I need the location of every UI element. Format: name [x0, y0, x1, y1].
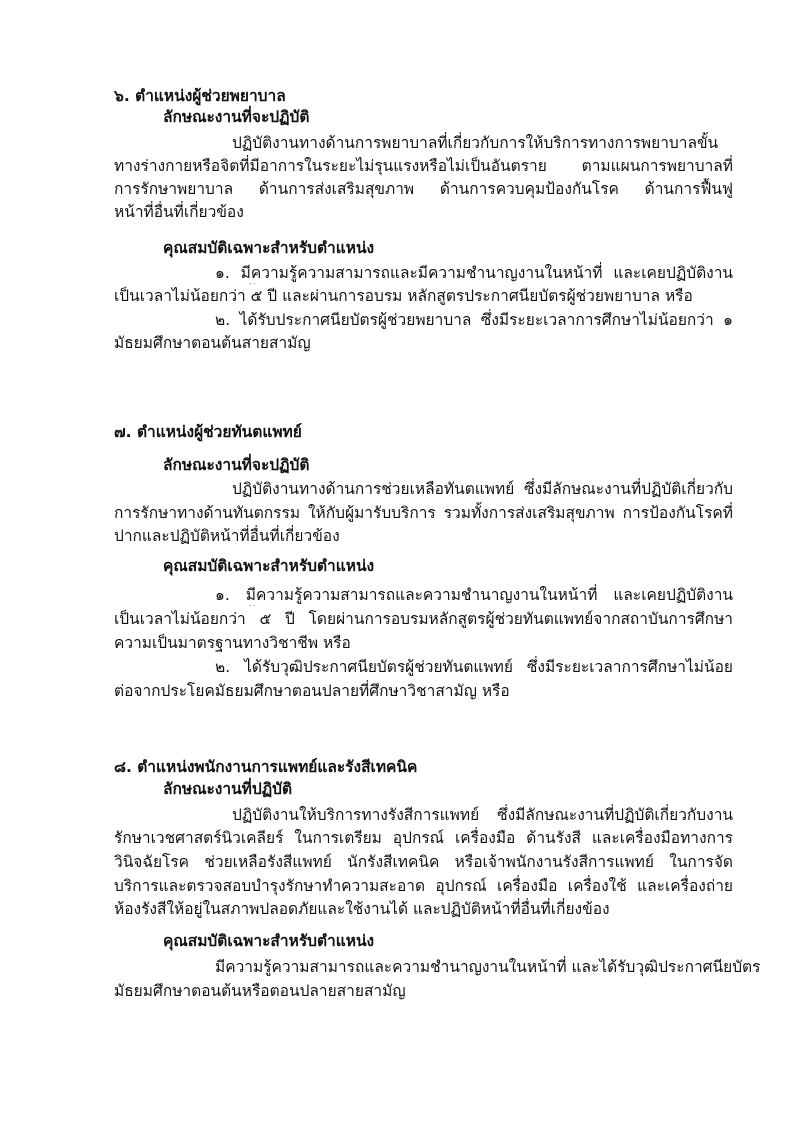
work-line: การรักษาพยาบาล ด้านการส่งเสริมสุขภาพ ด้านการควบคุมป้องกันโรค ด้านการฟื้นฟู: [114, 180, 733, 198]
qualification-line: ความเป็นมาตรฐานทางวิชาชีพ หรือ: [114, 634, 351, 652]
work-line: วินิจฉัยโรค ช่วยเหลือรังสีแพทย์ นักรังสีเทคนิค หรือเจ้าพนักงานรังสีการแพทย์ ในการจัด: [114, 853, 733, 871]
qualification-line: ๑. มีความรู้ความสามารถและความชำนาญงานในหน้าที่ และเคยปฏิบัติงาน: [215, 586, 733, 604]
work-line: ปฏิบัติงานทางด้านการพยาบาลที่เกี่ยวกับการให้บริการทางการพยาบาลขั้น: [232, 134, 719, 152]
work-line: ห้องรังสีให้อยู่ในสภาพปลอดภัยและใช้งานได้ และปฏิบัติหน้าที่อื่นที่เกี่ยงข้อง: [114, 900, 610, 918]
work-line: ปฏิบัติงานทางด้านการช่วยเหลือทันตแพทย์ ซึ่งมีลักษณะงานที่ปฏิบัติเกี่ยวกับ: [232, 480, 733, 498]
section-title: ๗. ตำแหน่งผู้ช่วยทันตแพทย์: [114, 423, 302, 441]
work-heading: ลักษณะงานที่ปฏิบัติ: [163, 780, 293, 798]
qualification-line: มีความรู้ความสามารถและความชำนาญงานในหน้าที่ และได้รับวุฒิประกาศนียบัตร: [215, 958, 761, 976]
qualification-line: เป็นเวลาไม่น้อยกว่า ๕ ปี และผ่านการอบรม หลักสูตรประกาศนียบัตรผู้ช่วยพยาบาล หรือ: [114, 287, 693, 305]
work-line: ทางร่างกายหรือจิตที่มีอาการในระยะไม่รุนแรงหรือไม่เป็นอันตราย ตามแผนการพยาบาลที่: [114, 157, 733, 175]
qualification-line: ๒. ได้รับประกาศนียบัตรผู้ช่วยพยาบาล ซึ่งมีระยะเวลาการศึกษาไม่น้อยกว่า ๑: [215, 311, 733, 329]
qualification-heading: คุณสมบัติเฉพาะสำหรับตำแหน่ง: [163, 239, 375, 257]
work-line: ปากและปฏิบัติหน้าที่อื่นที่เกี่ยวข้อง: [114, 527, 340, 545]
work-line: ปฏิบัติงานให้บริการทางรังสีการแพทย์ ซึ่งมีลักษณะงานที่ปฏิบัติเกี่ยวกับงาน: [232, 806, 733, 824]
work-heading: ลักษณะงานที่จะปฏิบัติ: [163, 456, 310, 474]
work-line: การรักษาทางด้านทันตกรรม ให้กับผู้มารับบริการ รวมทั้งการส่งเสริมสุขภาพ การป้องกันโรคที่: [114, 504, 733, 522]
work-line: บริการและตรวจสอบบำรุงรักษาทำความสะอาด อุปกรณ์ เครื่องมือ เครื่องใช้ และเครื่องถ่าย: [114, 877, 733, 895]
qualification-line: ต่อจากประโยคมัธยมศึกษาตอนปลายที่ศึกษาวิชาสามัญ หรือ: [114, 682, 510, 700]
qualification-line: เป็นเวลาไม่น้อยกว่า ๕ ปี โดยผ่านการอบรมหลักสูตรผู้ช่วยทันตแพทย์จากสถาบันการศึกษา: [114, 610, 733, 628]
qualification-line: ๑. มีความรู้ความสามารถและมีความชำนาญงานในหน้าที่ และเคยปฏิบัติงาน: [215, 264, 733, 282]
qualification-line: มัธยมศึกษาตอนต้นสายสามัญ: [114, 334, 311, 352]
section-title: ๖. ตำแหน่งผู้ช่วยพยาบาล: [114, 87, 286, 105]
qualification-heading: คุณสมบัติเฉพาะสำหรับตำแหน่ง: [163, 557, 375, 575]
work-line: หน้าที่อื่นที่เกี่ยวข้อง: [114, 203, 244, 221]
work-heading: ลักษณะงานที่จะปฏิบัติ: [163, 108, 310, 126]
qualification-line: มัธยมศึกษาตอนต้นหรือตอนปลายสายสามัญ: [114, 982, 406, 1000]
section-title: ๘. ตำแหน่งพนักงานการแพทย์และรังสีเทคนิค: [114, 758, 418, 776]
qualification-heading: คุณสมบัติเฉพาะสำหรับตำแหน่ง: [163, 932, 375, 950]
work-line: รักษาเวชศาสตร์นิวเคลียร์ ในการเตรียม อุปกรณ์ เครื่องมือ ด้านรังสี และเครื่องมือทางการ: [114, 829, 733, 847]
qualification-line: ๒. ได้รับวุฒิประกาศนียบัตรผู้ช่วยทันตแพทย์ ซึ่งมีระยะเวลาการศึกษาไม่น้อย: [215, 658, 733, 676]
